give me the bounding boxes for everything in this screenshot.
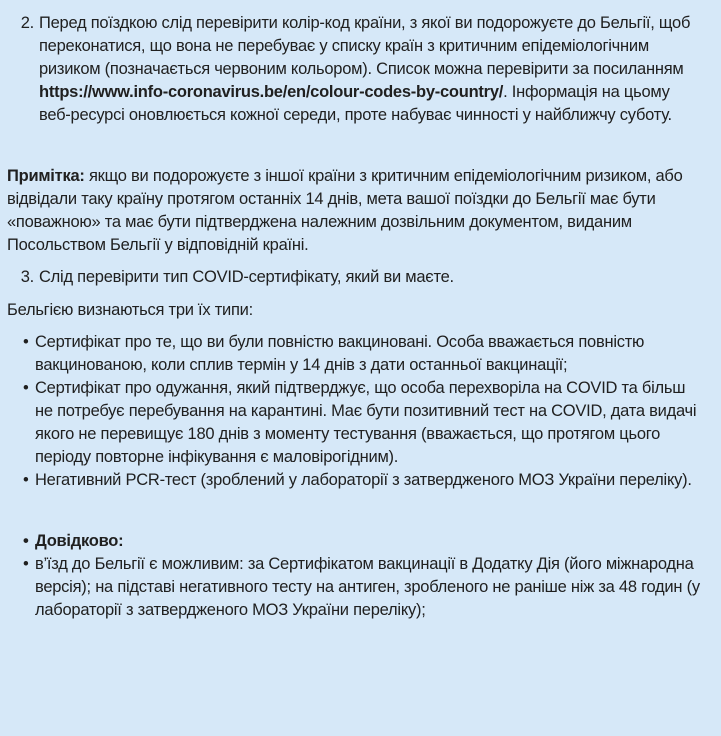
reference-list: [7, 530, 703, 622]
item-text: [34, 12, 703, 127]
item2-text-after-link: . Інформація на цьому веб-ресурсі оновлюється кожної середи, проте набуває чинності у найближчу суботу.: [39, 83, 672, 124]
reference-label-item: • Довідково:: [7, 530, 703, 553]
list-item-pcr-test: • Негативний PCR-тест (зроблений у лабораторії з затвердженого МОЗ України переліку).: [7, 469, 703, 492]
list-item-vaccination-certificate: • Сертифікат про те, що ви були повністю вакциновані. Особа вважається повністю вакцинованою, коли сплив термін у 14 днів з дати останньої вакцинації;: [7, 331, 703, 377]
note-paragraph: [7, 165, 703, 257]
colour-codes-link[interactable]: https://www.info-coronavirus.be/en/colour-codes-by-country/: [39, 83, 504, 101]
item2-text-before-link: Перед поїздкою слід перевірити колір-код країни, з якої ви подорожуєте до Бельгії, щоб переконатися, що вона не перебуває у списку країн з критичним епідеміологічним ризиком (позначається червоним кольором). Список можна перевірити за посиланням: [39, 14, 691, 78]
item-number: 2.: [20, 14, 34, 32]
note-label: Примітка:: [7, 167, 85, 185]
types-intro: Бельгією визнаються три їх типи:: [7, 301, 253, 319]
item-text: Слід перевірити тип COVID-сертифікату, який ви маєте.: [39, 268, 454, 286]
certificate-types-list: [7, 331, 703, 492]
reference-entry-item: • в’їзд до Бельгії є можливим: за Сертифікатом вакцинації в Додатку Дія (його міжнародна версія); на підставі негативного тесту на антиген, зробленого не раніше ніж за 48 годин (у лабораторії з затвердженого МОЗ України переліку);: [7, 553, 703, 622]
numbered-item-2: [7, 12, 703, 127]
note-text: якщо ви подорожуєте з іншої країни з критичним епідеміологічним ризиком, або відвідали таку країну протягом останніх 14 днів, мета вашої поїздки до Бельгії має бути «поважною» та має бути підтверджена належним дозвільним документом, виданим Посольством Бельгії у відповідній країні.: [7, 167, 683, 254]
list-item-recovery-certificate: • Сертифікат про одужання, який підтверджує, що особа перехворіла на COVID та більш не потребує перебування на карантині. Має бути позитивний тест на COVID, дата видачі якого не перевищує 180 днів з моменту тестування (вважається, що протягом цього періоду повторне інфікування є маловірогідним).: [7, 377, 703, 469]
numbered-item-3: [7, 266, 703, 289]
item-number: 3.: [20, 268, 34, 286]
